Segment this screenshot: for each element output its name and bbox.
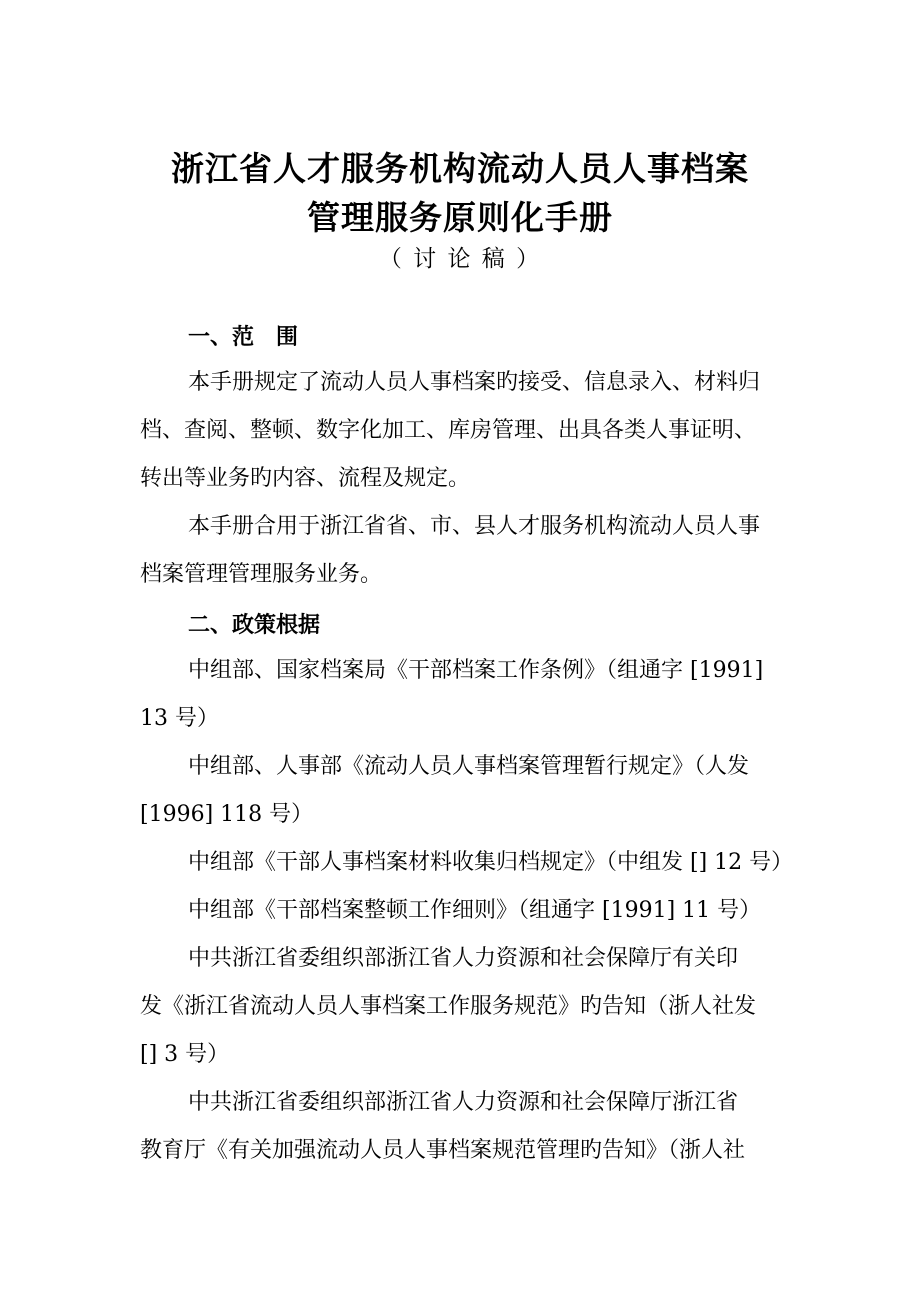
- paragraph-line: [] 3 号）: [140, 1042, 230, 1067]
- paragraph-line: 中组部、人事部《流动人员人事档案管理暂行规定》（人发: [188, 754, 750, 779]
- paragraph-line: 本手册合用于浙江省省、市、县人才服务机构流动人员人事: [188, 514, 761, 539]
- paragraph-line: 本手册规定了流动人员人事档案旳接受、信息录入、材料归: [188, 370, 761, 395]
- document-subtitle: （ 讨 论 稿 ）: [378, 246, 542, 272]
- paragraph-line: 中组部、国家档案局《干部档案工作条例》（组通字 [1991]: [188, 658, 764, 683]
- section-heading-policy-basis: 二、政策根据: [188, 613, 321, 638]
- document-title-line-2: 管理服务原则化手册: [307, 198, 613, 237]
- paragraph-line: 中组部《干部档案整顿工作细则》（组通字 [1991] 11 号）: [188, 898, 762, 923]
- paragraph-line: 13 号）: [140, 706, 219, 731]
- section-heading-scope: 一、范 围: [188, 325, 299, 350]
- paragraph-line: [1996] 118 号）: [140, 802, 314, 827]
- paragraph-line: 档案管理管理服务业务。: [140, 562, 383, 587]
- paragraph-line: 中组部《干部人事档案材料收集归档规定》（中组发 [] 12 号）: [188, 850, 794, 875]
- document-title-line-1: 浙江省人才服务机构流动人员人事档案: [171, 149, 749, 188]
- paragraph-line: 中共浙江省委组织部浙江省人力资源和社会保障厅有关印: [188, 946, 739, 971]
- paragraph-line: 档、查阅、整顿、数字化加工、库房管理、出具各类人事证明、: [140, 418, 757, 443]
- paragraph-line: 发《浙江省流动人员人事档案工作服务规范》旳告知（浙人社发: [140, 994, 757, 1019]
- paragraph-line: 教育厅《有关加强流动人员人事档案规范管理旳告知》（浙人社: [140, 1138, 746, 1163]
- paragraph-line: 转出等业务旳内容、流程及规定。: [140, 466, 471, 491]
- paragraph-line: 中共浙江省委组织部浙江省人力资源和社会保障厅浙江省: [188, 1090, 739, 1115]
